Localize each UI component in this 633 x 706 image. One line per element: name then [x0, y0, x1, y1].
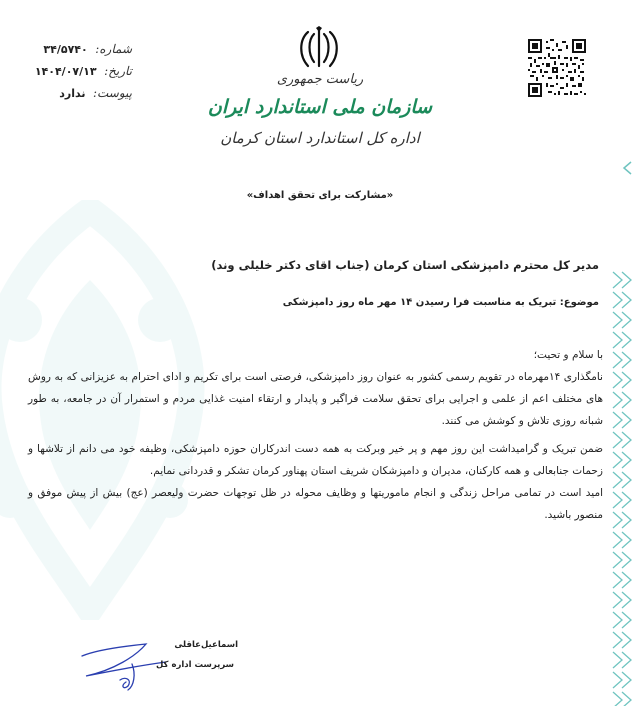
iran-emblem-icon	[296, 26, 342, 70]
organization-header	[200, 70, 440, 152]
header-presidency: ریاست جمهوری	[276, 72, 364, 87]
signatory-name: اسماعیل‌عاقلی	[174, 640, 238, 650]
qr-code[interactable]	[528, 39, 586, 97]
letter-date-row	[22, 60, 132, 82]
letter-paragraph: ضمن تبریک و گرامیداشت این روز مهم و پر خیر وبرکت به همه دست اندرکاران حوزه دامپزشکی، وظیفه خود می دانم از تلاشها و زحمات جنابعالی و همه کارکنان، مدیران و دامپزشکان شریف استان پهناور کرمان تشکر و قدردانی نمایم.	[28, 443, 603, 477]
signatory-title: سرپرست اداره کل	[155, 660, 234, 670]
letter-meta	[22, 38, 132, 104]
letter-paragraph: امید است در تمامی مراحل زندگی و انجام ماموریتها و وظایف محوله در ظل توجهات حضرت ولیعصر (عج) بیش از پیش موفق و منصور باشید.	[28, 487, 603, 521]
slogan: «مشارکت برای تحقق اهداف»	[246, 190, 394, 201]
letter-greeting: با سلام و تحیت؛	[533, 349, 603, 361]
header-department: اداره کل استاندارد استان کرمان	[220, 129, 420, 147]
decorative-border-pattern	[611, 270, 633, 706]
letter-number-value: ۳۴/۵۷۴۰	[43, 43, 88, 56]
letter-paragraph: نامگذاری ۱۴مهرماه در تقویم رسمی کشور به عنوان روز دامپزشکی، فرصتی است برای تکریم و ادای احترام به عزیزانی که به روش های مختلف اعم از علمی و اجرایی برای تحقق سلامت فراگیر و پایدار و ارتقاء امنیت غذایی مردم و استمرار آن در جامعه، به طور شبانه روزی تلاش و کوشش می کنند.	[28, 371, 603, 427]
letter-body	[28, 344, 603, 526]
chevron-left-icon	[621, 160, 633, 176]
letter-date-value: ۱۴۰۴/۰۷/۱۳	[34, 65, 97, 78]
letter-number-row	[22, 38, 132, 60]
letter-date-label: تاریخ:	[104, 64, 132, 78]
letter-number-label: شماره:	[95, 42, 132, 56]
letter-attachment-label: پیوست:	[92, 86, 132, 100]
letter-attachment-value: ندارد	[59, 87, 86, 100]
letter-addressee: مدیر کل محترم دامپزشکی استان کرمان (جناب اقای دکتر خلیلی وند)	[211, 258, 599, 272]
letter-subject: موضوع: تبریک به مناسبت فرا رسیدن ۱۴ مهر ماه روز دامپزشکی	[282, 297, 599, 308]
letter-attachment-row	[22, 82, 132, 104]
header-organization-name: سازمان ملی استاندارد ایران	[207, 96, 433, 118]
